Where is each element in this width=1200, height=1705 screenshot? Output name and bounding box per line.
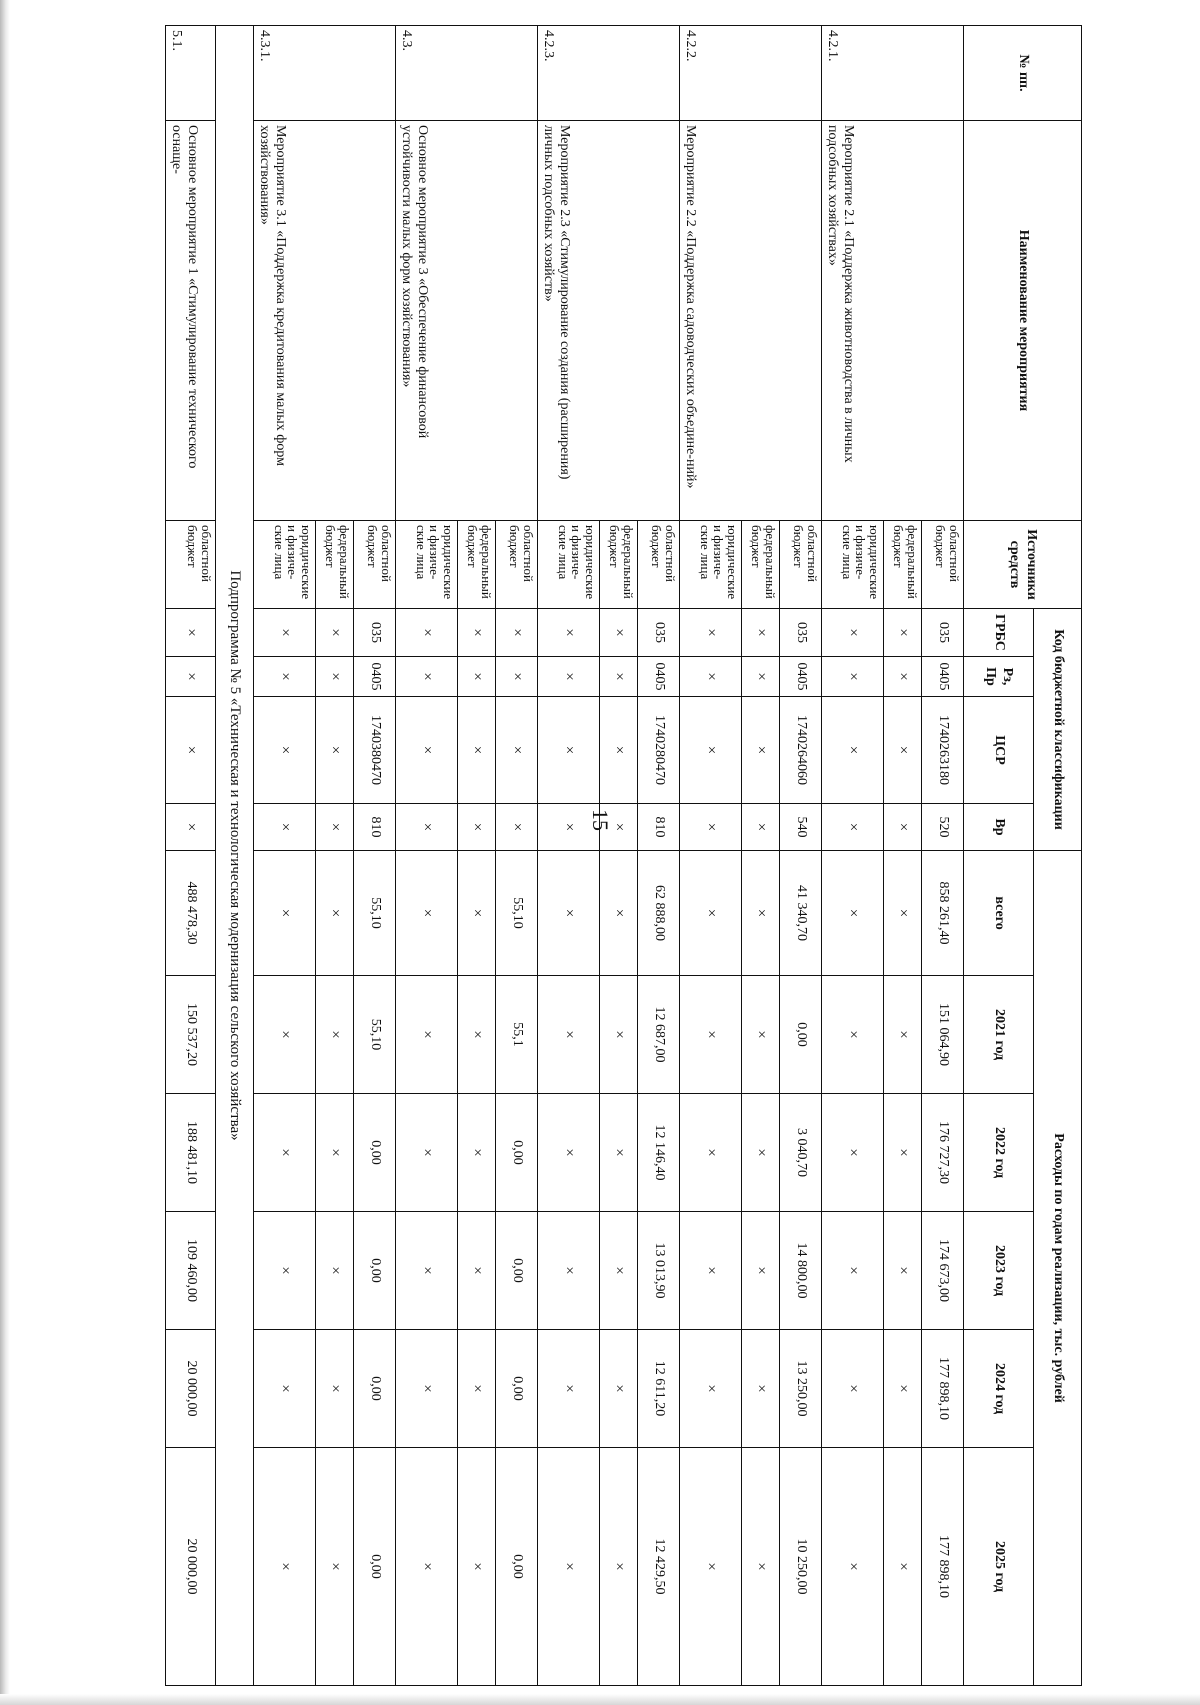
- cell-y2025: ×: [538, 1448, 600, 1686]
- header-expenses: Расходы по годам реализации, тыс. рублей: [1034, 851, 1082, 1686]
- cell-grbs: ×: [822, 609, 884, 657]
- cell-vr: 540: [780, 804, 822, 851]
- cell-grbs: 035: [638, 609, 680, 657]
- cell-y2022: 12 146,40: [638, 1094, 680, 1212]
- cell-y2024: ×: [884, 1330, 922, 1448]
- cell-y2022: ×: [600, 1094, 638, 1212]
- cell-y2022: ×: [396, 1094, 458, 1212]
- cell-rzpr: ×: [496, 657, 538, 697]
- cell-total: ×: [680, 851, 742, 976]
- cell-grbs: ×: [600, 609, 638, 657]
- row-number: 4.2.1.: [822, 26, 964, 121]
- measure-name: Основное мероприятие 3 «Обеспечение финансовой устойчивости малых форм хозяйствования»: [396, 121, 538, 521]
- cell-y2024: 177 898,10: [922, 1330, 964, 1448]
- funding-source: областной бюджет: [496, 521, 538, 609]
- cell-total: 858 261,40: [922, 851, 964, 976]
- table-row: [354, 26, 396, 1686]
- cell-rzpr: ×: [680, 657, 742, 697]
- header-total: всего: [964, 851, 1034, 976]
- subprogram-title: Подпрограмма № 5 «Техническая и технологическая модернизация сельского хозяйства»: [216, 26, 254, 1686]
- funding-source: федеральный бюджет: [884, 521, 922, 609]
- cell-vr: ×: [166, 804, 216, 851]
- cell-y2021: ×: [884, 976, 922, 1094]
- header-2022: 2022 год: [964, 1094, 1034, 1212]
- cell-vr: 810: [354, 804, 396, 851]
- cell-rzpr: ×: [742, 657, 780, 697]
- cell-vr: 810: [638, 804, 680, 851]
- cell-y2024: 0,00: [496, 1330, 538, 1448]
- row-number: 4.2.3.: [538, 26, 680, 121]
- cell-total: ×: [822, 851, 884, 976]
- cell-y2021: ×: [742, 976, 780, 1094]
- cell-y2021: ×: [680, 976, 742, 1094]
- subprogram-row: [216, 26, 254, 1686]
- cell-rzpr: 0405: [354, 657, 396, 697]
- cell-y2023: 13 013,90: [638, 1212, 680, 1330]
- cell-rzpr: ×: [538, 657, 600, 697]
- cell-total: ×: [600, 851, 638, 976]
- cell-rzpr: ×: [884, 657, 922, 697]
- cell-csr: 1740263180: [922, 697, 964, 804]
- header-2025: 2025 год: [964, 1448, 1034, 1686]
- cell-grbs: ×: [166, 609, 216, 657]
- cell-y2023: ×: [884, 1212, 922, 1330]
- cell-grbs: 035: [922, 609, 964, 657]
- cell-rzpr: 0405: [780, 657, 822, 697]
- cell-y2025: ×: [822, 1448, 884, 1686]
- cell-y2025: 0,00: [354, 1448, 396, 1686]
- cell-y2022: ×: [458, 1094, 496, 1212]
- cell-y2021: 151 064,90: [922, 976, 964, 1094]
- cell-rzpr: ×: [396, 657, 458, 697]
- cell-y2025: ×: [458, 1448, 496, 1686]
- cell-rzpr: ×: [600, 657, 638, 697]
- cell-y2021: ×: [396, 976, 458, 1094]
- cell-y2024: 12 611,20: [638, 1330, 680, 1448]
- cell-grbs: ×: [680, 609, 742, 657]
- cell-total: 55,10: [354, 851, 396, 976]
- cell-y2022: 176 727,30: [922, 1094, 964, 1212]
- header-num: № пп.: [964, 26, 1082, 121]
- cell-total: ×: [884, 851, 922, 976]
- measure-name: Мероприятие 2.2 «Поддержка садоводческих объедине-ний»: [680, 121, 822, 521]
- cell-y2025: 0,00: [496, 1448, 538, 1686]
- cell-vr: 520: [922, 804, 964, 851]
- cell-csr: ×: [458, 697, 496, 804]
- header-grbs: ГРБС: [964, 609, 1034, 657]
- cell-vr: ×: [316, 804, 354, 851]
- cell-y2025: ×: [316, 1448, 354, 1686]
- table-row: [638, 26, 680, 1686]
- cell-y2025: 177 898,10: [922, 1448, 964, 1686]
- cell-vr: ×: [600, 804, 638, 851]
- cell-y2021: ×: [600, 976, 638, 1094]
- cell-total: 488 478,30: [166, 851, 216, 976]
- cell-total: 41 340,70: [780, 851, 822, 976]
- cell-y2024: ×: [396, 1330, 458, 1448]
- cell-csr: 1740280470: [638, 697, 680, 804]
- cell-vr: ×: [458, 804, 496, 851]
- cell-y2022: 3 040,70: [780, 1094, 822, 1212]
- cell-y2021: ×: [822, 976, 884, 1094]
- cell-y2021: 55,10: [354, 976, 396, 1094]
- cell-y2021: ×: [538, 976, 600, 1094]
- funding-source: юридические и физиче-ские лица: [680, 521, 742, 609]
- cell-grbs: ×: [496, 609, 538, 657]
- cell-y2023: ×: [458, 1212, 496, 1330]
- cell-y2023: ×: [316, 1212, 354, 1330]
- header-name: Наименование мероприятия: [964, 121, 1082, 521]
- cell-grbs: ×: [884, 609, 922, 657]
- table-row: [166, 26, 216, 1686]
- cell-y2023: ×: [742, 1212, 780, 1330]
- cell-total: ×: [316, 851, 354, 976]
- cell-grbs: 035: [780, 609, 822, 657]
- header-csr: ЦСР: [964, 697, 1034, 804]
- cell-grbs: ×: [316, 609, 354, 657]
- cell-y2022: ×: [680, 1094, 742, 1212]
- cell-grbs: 035: [354, 609, 396, 657]
- measure-name: Мероприятие 2.3 «Стимулирование создания (расширения) личных подсобных хозяйств»: [538, 121, 680, 521]
- cell-csr: ×: [822, 697, 884, 804]
- cell-rzpr: ×: [316, 657, 354, 697]
- funding-source: областной бюджет: [354, 521, 396, 609]
- row-number: 4.3.1.: [254, 26, 396, 121]
- funding-source: областной бюджет: [780, 521, 822, 609]
- cell-y2022: ×: [316, 1094, 354, 1212]
- cell-y2022: 0,00: [496, 1094, 538, 1212]
- cell-y2021: 12 687,00: [638, 976, 680, 1094]
- cell-grbs: ×: [458, 609, 496, 657]
- cell-y2025: ×: [680, 1448, 742, 1686]
- cell-y2023: ×: [396, 1212, 458, 1330]
- cell-y2023: ×: [254, 1212, 316, 1330]
- cell-vr: ×: [538, 804, 600, 851]
- cell-vr: ×: [396, 804, 458, 851]
- cell-vr: ×: [884, 804, 922, 851]
- cell-y2021: 0,00: [780, 976, 822, 1094]
- cell-y2024: ×: [822, 1330, 884, 1448]
- table-row: [922, 26, 964, 1686]
- header-vr: Вр: [964, 804, 1034, 851]
- cell-grbs: ×: [254, 609, 316, 657]
- cell-csr: 1740264060: [780, 697, 822, 804]
- cell-y2023: 0,00: [354, 1212, 396, 1330]
- cell-csr: ×: [254, 697, 316, 804]
- cell-y2023: 0,00: [496, 1212, 538, 1330]
- cell-y2023: ×: [680, 1212, 742, 1330]
- funding-source: областной бюджет: [638, 521, 680, 609]
- cell-total: ×: [538, 851, 600, 976]
- header-2024: 2024 год: [964, 1330, 1034, 1448]
- measure-name: Основное мероприятие 1 «Стимулирование технического оснаще-: [166, 121, 216, 521]
- cell-y2022: ×: [822, 1094, 884, 1212]
- cell-y2024: ×: [316, 1330, 354, 1448]
- cell-y2024: 13 250,00: [780, 1330, 822, 1448]
- header-rzpr: Рз, Пр: [964, 657, 1034, 697]
- cell-y2024: ×: [742, 1330, 780, 1448]
- cell-y2023: 174 673,00: [922, 1212, 964, 1330]
- cell-csr: ×: [600, 697, 638, 804]
- cell-csr: ×: [680, 697, 742, 804]
- cell-y2021: ×: [254, 976, 316, 1094]
- header-source: Источники средств: [964, 521, 1082, 609]
- row-number: 4.2.2.: [680, 26, 822, 121]
- funding-source: федеральный бюджет: [458, 521, 496, 609]
- cell-total: ×: [458, 851, 496, 976]
- cell-y2022: 0,00: [354, 1094, 396, 1212]
- cell-total: ×: [396, 851, 458, 976]
- cell-y2023: 14 800,00: [780, 1212, 822, 1330]
- cell-rzpr: ×: [458, 657, 496, 697]
- funding-source: федеральный бюджет: [742, 521, 780, 609]
- cell-y2024: 20 000,00: [166, 1330, 216, 1448]
- cell-y2022: ×: [884, 1094, 922, 1212]
- funding-source: федеральный бюджет: [316, 521, 354, 609]
- funding-source: юридические и физиче-ские лица: [538, 521, 600, 609]
- cell-rzpr: ×: [254, 657, 316, 697]
- funding-source: федеральный бюджет: [600, 521, 638, 609]
- measure-name: Мероприятие 2.1 «Поддержка животноводства в личных подсобных хозяйствах»: [822, 121, 964, 521]
- cell-y2022: ×: [538, 1094, 600, 1212]
- cell-csr: ×: [496, 697, 538, 804]
- table-row: [780, 26, 822, 1686]
- cell-y2025: 10 250,00: [780, 1448, 822, 1686]
- cell-total: 62 888,00: [638, 851, 680, 976]
- header-budget-code: Код бюджетной классификации: [1034, 609, 1082, 851]
- cell-y2023: 109 460,00: [166, 1212, 216, 1330]
- cell-y2025: ×: [396, 1448, 458, 1686]
- measure-name: Мероприятие 3.1 «Поддержка кредитования малых форм хозяйствования»: [254, 121, 396, 521]
- cell-grbs: ×: [396, 609, 458, 657]
- cell-y2023: ×: [538, 1212, 600, 1330]
- cell-grbs: ×: [742, 609, 780, 657]
- page-number: 15: [588, 809, 613, 831]
- cell-y2025: ×: [600, 1448, 638, 1686]
- header-2021: 2021 год: [964, 976, 1034, 1094]
- cell-total: 55,10: [496, 851, 538, 976]
- cell-csr: ×: [884, 697, 922, 804]
- cell-y2024: ×: [458, 1330, 496, 1448]
- cell-y2023: ×: [600, 1212, 638, 1330]
- cell-csr: ×: [538, 697, 600, 804]
- cell-rzpr: 0405: [638, 657, 680, 697]
- cell-vr: ×: [822, 804, 884, 851]
- cell-total: ×: [742, 851, 780, 976]
- table-body: [166, 26, 964, 1686]
- cell-csr: ×: [742, 697, 780, 804]
- cell-y2023: ×: [822, 1212, 884, 1330]
- scan-shadow-left: [0, 0, 10, 1705]
- cell-total: ×: [254, 851, 316, 976]
- cell-rzpr: ×: [166, 657, 216, 697]
- cell-y2025: 12 429,50: [638, 1448, 680, 1686]
- cell-y2024: ×: [680, 1330, 742, 1448]
- row-number: 4.3.: [396, 26, 538, 121]
- cell-vr: ×: [742, 804, 780, 851]
- funding-source: областной бюджет: [166, 521, 216, 609]
- cell-rzpr: ×: [822, 657, 884, 697]
- cell-y2024: ×: [254, 1330, 316, 1448]
- cell-y2024: ×: [600, 1330, 638, 1448]
- cell-grbs: ×: [538, 609, 600, 657]
- cell-csr: ×: [166, 697, 216, 804]
- scan-shadow-bottom: [0, 1694, 1200, 1705]
- cell-csr: ×: [316, 697, 354, 804]
- funding-source: юридические и физиче-ские лица: [396, 521, 458, 609]
- cell-y2022: ×: [742, 1094, 780, 1212]
- row-number: 5.1.: [166, 26, 216, 121]
- funding-source: юридические и физиче-ские лица: [822, 521, 884, 609]
- cell-y2025: ×: [884, 1448, 922, 1686]
- cell-y2025: 20 000,00: [166, 1448, 216, 1686]
- cell-csr: ×: [396, 697, 458, 804]
- cell-y2022: 188 481,10: [166, 1094, 216, 1212]
- cell-y2021: ×: [458, 976, 496, 1094]
- cell-vr: ×: [254, 804, 316, 851]
- cell-y2021: ×: [316, 976, 354, 1094]
- funding-source: юридические и физиче-ские лица: [254, 521, 316, 609]
- cell-y2025: ×: [742, 1448, 780, 1686]
- table-container: [169, 25, 1082, 1685]
- cell-y2024: ×: [538, 1330, 600, 1448]
- funding-source: областной бюджет: [922, 521, 964, 609]
- cell-vr: ×: [680, 804, 742, 851]
- cell-csr: 1740380470: [354, 697, 396, 804]
- header-2023: 2023 год: [964, 1212, 1034, 1330]
- cell-y2021: 55,1: [496, 976, 538, 1094]
- cell-vr: ×: [496, 804, 538, 851]
- table-row: [496, 26, 538, 1686]
- budget-table: [165, 25, 1082, 1686]
- cell-y2021: 150 537,20: [166, 976, 216, 1094]
- cell-rzpr: 0405: [922, 657, 964, 697]
- cell-y2024: 0,00: [354, 1330, 396, 1448]
- cell-y2022: ×: [254, 1094, 316, 1212]
- cell-y2025: ×: [254, 1448, 316, 1686]
